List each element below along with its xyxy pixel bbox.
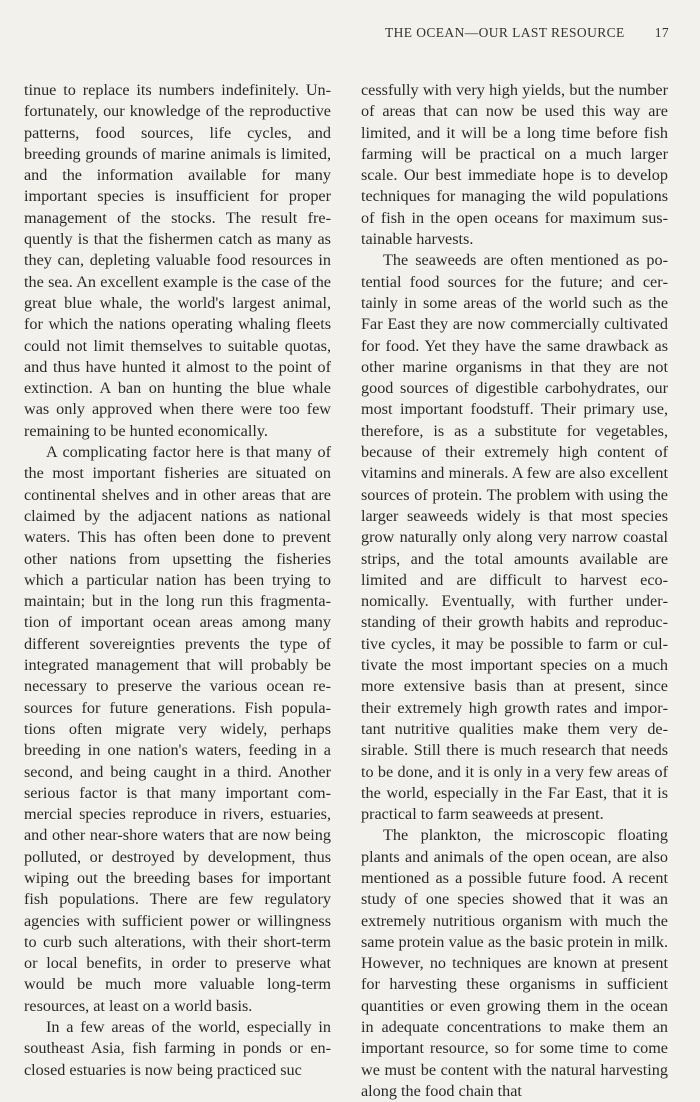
paragraph: In a few areas of the world, especially in southeast Asia, fish farming in ponds or enclosed estuaries is now being practiced suc (24, 1018, 331, 1079)
left-column (24, 80, 331, 1081)
paragraph: cessfully with very high yields, but the number of areas that can now be used this way are limited, and it will be a long time before fish farming will be practical on a much larger scale. Our best immediate hope is to develop techniques for managing the wild populations of fish in the open oceans for maximum sustainable harvests. (361, 81, 668, 249)
page-number: 17 (654, 25, 669, 40)
paragraph: The plankton, the microscopic floating plants and animals of the open ocean, are also mentioned as a possible future food. A recent study of one species showed that it was an extremely nutritious organism with much the same protein value as the basic protein in milk. However, no techniques are known at present for harvesting these organisms in sufficient quantities or even growing them in the ocean in adequate concentrations to make them an important resource, so for some time to come we must be content with the natural harvesting along the food chain that (361, 826, 668, 1100)
paragraph: The seaweeds are often mentioned as potential food sources for the future; and certainly in some areas of the world such as the Far East they are now commercially cultivated for food. Yet they have the same drawback as other marine organisms in that they are not good sources of digestible carbohydrates, our most important foodstuff. Their primary use, therefore, is as a substitute for vegetables, because of their extremely high content of vitamins and minerals. A few are also excellent sources of protein. The problem with using the larger seaweeds widely is that most species grow naturally only along very narrow coastal strips, and the total amounts available are limited and are difficult to harvest economically. Eventually, with further understanding of their growth habits and reproductive cycles, it may be possible to farm or cultivate the most important species on a much more extensive basis than at present, since their extremely high growth rates and important nutritive qualities make them very desirable. Still there is much research that needs to be done, and it is only in a very few areas of the world, especially in the Far East, that it is practical to farm seaweeds at present. (361, 251, 668, 824)
paragraph: A complicating factor here is that many of the most important fisheries are situated on continental shelves and in other areas that are claimed by the adjacent nations as national waters. This has often been done to prevent other nations from upsetting the fisheries which a particular nation has been trying to maintain; but in the long run this fragmentation of important ocean areas among many different sovereignties prevents the type of integrated management that will probably be necessary to preserve the various ocean resources for future generations. Fish populations often migrate very widely, perhaps breeding in one nation's waters, feeding in a second, and being caught in a third. Another serious factor is that many important commercial species reproduce in rivers, estuaries, and other near-shore waters that are now being polluted, or destroyed by development, thus wiping out the breeding bases for important fish populations. There are few regulatory agencies with sufficient power or willingness to curb such alterations, with their short-term or local benefits, in order to preserve what would be much more valuable long-term resources, at least on a world basis. (24, 443, 331, 1015)
running-title: THE OCEAN—OUR LAST RESOURCE (385, 25, 625, 40)
paragraph: tinue to replace its numbers indefinitely. Unfortunately, our knowledge of the reproductive patterns, food sources, life cycles, and breeding grounds of marine animals is limited, and the information available for many important species is insufficient for proper management of the stocks. The result frequently is that the fishermen catch as many as they can, depleting valuable food resources in the sea. An excellent example is the case of the great blue whale, the world's largest animal, for which the nations operating whaling fleets could not limit themselves to suitable quotas, and thus have hunted it almost to the point of extinction. A ban on hunting the blue whale was only approved when there were too few remaining to be hunted economically. (24, 81, 331, 440)
running-header (385, 25, 669, 41)
right-column (361, 80, 668, 1102)
